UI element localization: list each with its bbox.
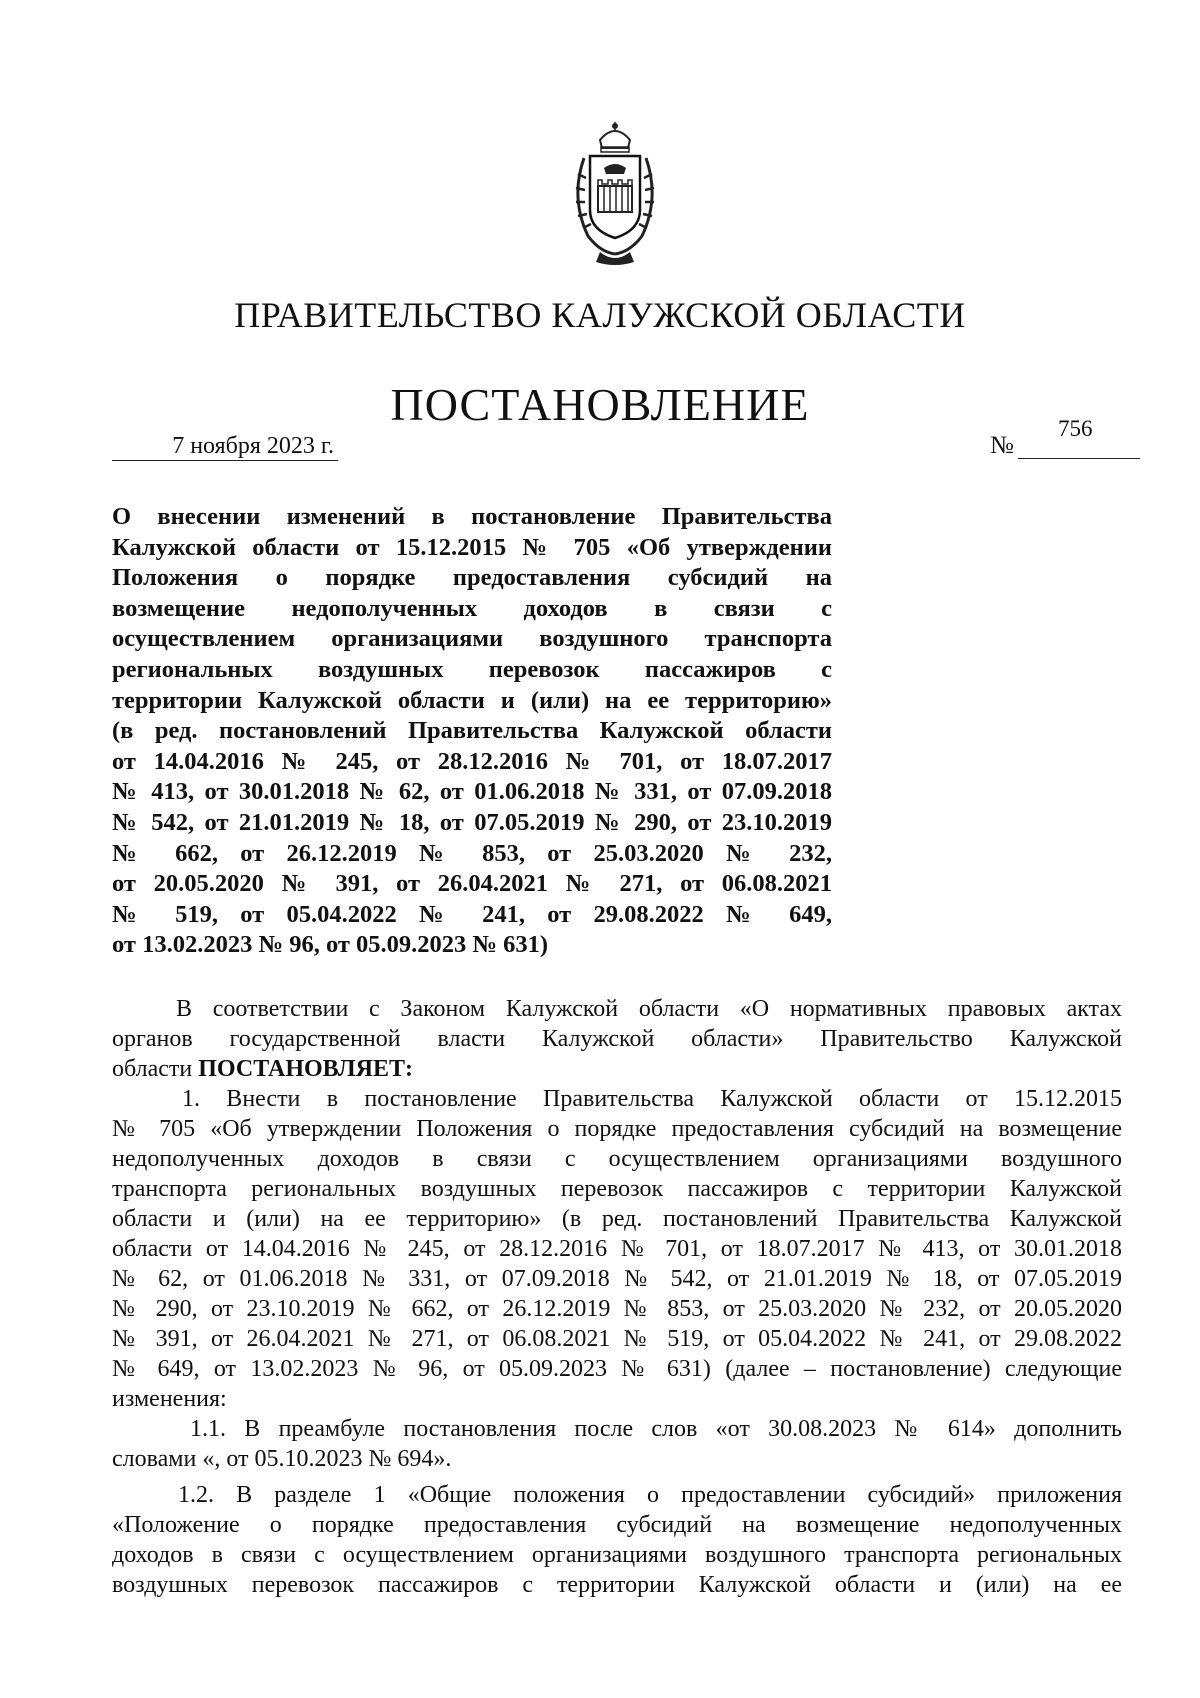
paragraph-1-line: области от 14.04.2016 № 245, от 28.12.2016 № 701, от 18.07.2017 № 413, от 30.01.2018	[112, 1236, 1122, 1262]
paragraph-1-line: № 391, от 26.04.2021 № 271, от 06.08.2021 № 519, от 05.04.2022 № 241, от 29.08.2022	[112, 1326, 1122, 1352]
subject-line: № 542, от 21.01.2019 № 18, от 07.05.2019 № 290, от 23.10.2019	[112, 808, 832, 836]
paragraph-1-2-line: «Положение о порядке предоставления субсидий на возмещение недополученных	[112, 1512, 1122, 1538]
paragraph-1-line: № 62, от 01.06.2018 № 331, от 07.09.2018 № 542, от 21.01.2019 № 18, от 07.05.2019	[112, 1266, 1122, 1292]
subject-line: территории Калужской области и (или) на ее территорию»	[112, 686, 832, 714]
paragraph-1-line: транспорта региональных воздушных перевозок пассажиров с территории Калужской	[112, 1176, 1122, 1202]
paragraph-1-1-line: словами «, от 05.10.2023 № 694».	[112, 1446, 452, 1472]
subject-line: № 413, от 30.01.2018 № 62, от 01.06.2018 № 331, от 07.09.2018	[112, 778, 832, 806]
document-number: 756	[1058, 416, 1093, 441]
preamble-line: органов государственной власти Калужской области» Правительство Калужской	[112, 1026, 1122, 1052]
paragraph-1-line: 1. Внести в постановление Правительства Калужской области от 15.12.2015	[182, 1086, 1122, 1112]
paragraph-1-1-line: 1.1. В преамбуле постановления после слов «от 30.08.2023 № 614» дополнить	[190, 1416, 1122, 1442]
paragraph-1-line: области и (или) на ее территорию» (в ред. постановлений Правительства Калужской	[112, 1206, 1122, 1232]
document-body	[112, 994, 1122, 1600]
government-title: ПРАВИТЕЛЬСТВО КАЛУЖСКОЙ ОБЛАСТИ	[234, 295, 966, 335]
document-type-title: ПОСТАНОВЛЕНИЕ	[390, 379, 810, 430]
paragraph-1-line: изменения:	[112, 1386, 227, 1412]
paragraph-1-2-line: 1.2. В разделе 1 «Общие положения о предоставлении субсидий» приложения	[178, 1482, 1122, 1508]
document-subject	[112, 502, 832, 961]
subject-line: Положения о порядке предоставления субсидий на	[112, 564, 832, 592]
resolves-keyword: ПОСТАНОВЛЯЕТ:	[198, 1056, 413, 1082]
preamble-line: В соответствии с Законом Калужской области «О нормативных правовых актах	[176, 996, 1122, 1022]
paragraph-1-2-line: доходов в связи с осуществлением организациями воздушного транспорта региональных	[112, 1542, 1122, 1568]
subject-line: Калужской области от 15.12.2015 № 705 «Об утверждении	[112, 533, 832, 561]
subject-line: (в ред. постановлений Правительства Калужской области	[112, 717, 832, 745]
paragraph-1-line: № 290, от 23.10.2019 № 662, от 26.12.2019 № 853, от 25.03.2020 № 232, от 20.05.2020	[112, 1296, 1122, 1322]
subject-line: № 662, от 26.12.2019 № 853, от 25.03.2020 № 232,	[112, 839, 832, 867]
preamble-line	[112, 1054, 1122, 1084]
paragraph-1-line: недополученных доходов в связи с осуществлением организациями воздушного	[112, 1146, 1122, 1172]
preamble-line-start: области	[112, 1056, 199, 1082]
subject-line: от 14.04.2016 № 245, от 28.12.2016 № 701, от 18.07.2017	[112, 747, 832, 775]
subject-line: О внесении изменений в постановление Правительства	[112, 503, 832, 530]
document-number-underline	[1018, 458, 1140, 459]
subject-line: возмещение недополученных доходов в связи с	[112, 594, 832, 622]
paragraph-1-2-line: воздушных перевозок пассажиров с территории Калужской области и (или) на ее	[112, 1572, 1122, 1598]
paragraph-1-line: № 705 «Об утверждении Положения о порядке предоставления субсидий на возмещение	[112, 1116, 1122, 1142]
document-number-label: №	[990, 432, 1014, 459]
subject-line: от 13.02.2023 № 96, от 05.09.2023 № 631)	[112, 931, 549, 959]
paragraph-1-line: № 649, от 13.02.2023 № 96, от 05.09.2023 № 631) (далее – постановление) следующие	[112, 1356, 1122, 1382]
document-date: 7 ноября 2023 г.	[112, 432, 338, 461]
subject-line: осуществлением организациями воздушного транспорта	[112, 625, 832, 653]
subject-line: от 20.05.2020 № 391, от 26.04.2021 № 271, от 06.08.2021	[112, 870, 832, 898]
subject-line: региональных воздушных перевозок пассажиров с	[112, 655, 832, 683]
coat-of-arms-emblem	[560, 118, 670, 268]
subject-line: № 519, от 05.04.2022 № 241, от 29.08.2022 № 649,	[112, 900, 832, 928]
